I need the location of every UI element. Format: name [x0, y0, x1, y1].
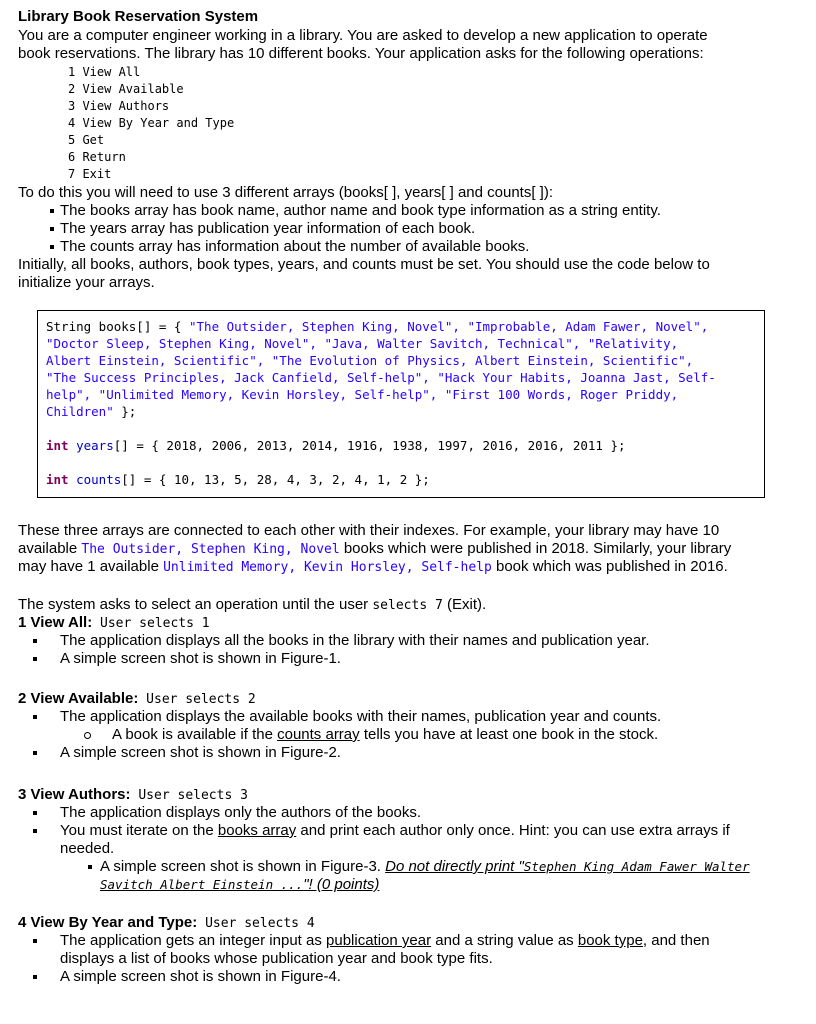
s3-sub-bullet-line-1 [100, 858, 750, 876]
array-bullet-counts: The counts array has information about the number of available books. [60, 238, 530, 255]
code-books-line-4: "The Success Principles, Jack Canfield, Self-help", "Hack Your Habits, Joanna Jast, Self- [46, 370, 716, 385]
bullet-square [33, 639, 37, 643]
page-title: Library Book Reservation System [18, 8, 259, 25]
intro-line-1: You are a computer engineer working in a library. You are asked to develop a new application to operate [18, 27, 708, 44]
inline-code: Savitch Albert Einstein ... [100, 877, 304, 892]
section-heading-view-authors [18, 786, 248, 805]
init-text-1: Initially, all books, authors, book types, years, and counts must be set. You should use the code below to [18, 256, 710, 273]
code-years-values: [] = { 2018, 2006, 2013, 2014, 1916, 1938, 1997, 2016, 2016, 2011 }; [113, 438, 626, 453]
underlined-text: publication year [326, 932, 432, 949]
section-heading-view-all [18, 614, 210, 633]
inline-code: selects 7 [372, 598, 443, 613]
text-span: available [18, 540, 82, 557]
bullet-square [50, 227, 54, 231]
code-years-line [46, 437, 626, 454]
bullet-square [33, 657, 37, 661]
underlined-text: book type [577, 932, 643, 949]
menu-item-exit: 7 Exit [68, 167, 112, 181]
code-string: "The Outsider, Stephen King, Novel", "Improbable, Adam Fawer, Novel", [181, 319, 709, 334]
bullet-circle [84, 732, 91, 739]
section-heading-view-by-year-type [18, 914, 315, 933]
bullet-square [33, 939, 37, 943]
text-span: books which were published in 2018. Similarly, your library [339, 540, 732, 557]
bullet-square [33, 829, 37, 833]
bullet-square [50, 209, 54, 213]
menu-item-view-all: 1 View All [68, 65, 141, 79]
code-counts-values: [] = { 10, 13, 5, 28, 4, 3, 2, 4, 1, 2 }; [121, 472, 430, 487]
menu-item-view-by-year-type: 4 View By Year and Type [68, 116, 235, 130]
s3-bullet-2-cont: needed. [60, 840, 115, 857]
s4-bullet-1-cont: displays a list of books whose publication year and book type fits. [60, 950, 493, 967]
code-books-end: }; [113, 404, 137, 419]
inline-code: The Outsider, Stephen King, Novel [81, 542, 340, 557]
inline-code: Stephen King Adam Fawer Walter [523, 859, 750, 874]
text-span: , and then [642, 932, 710, 949]
menu-item-view-authors: 3 View Authors [68, 99, 170, 113]
s2-sub-bullet [112, 726, 658, 744]
system-asks [18, 596, 486, 615]
bullet-square [33, 715, 37, 719]
bullet-square [33, 975, 37, 979]
s2-bullet-2: A simple screen shot is shown in Figure-2. [60, 744, 341, 761]
code-books-line-1 [46, 318, 708, 335]
underlined-text: counts array [277, 726, 360, 743]
text-span: A book is available if the [112, 726, 278, 743]
text-span: The application gets an integer input as [60, 932, 327, 949]
underlined-text: Do not directly print " [385, 858, 524, 875]
code-books-line-5: help", "Unlimited Memory, Kevin Horsley, Self-help", "First 100 Words, Roger Priddy, [46, 387, 679, 402]
heading-label: 1 View All: [18, 614, 93, 631]
text-span: may have 1 available [18, 558, 164, 575]
text-span: and a string value as [431, 932, 578, 949]
s4-bullet-1 [60, 932, 710, 950]
code-variable: years [76, 438, 114, 453]
inline-code: User selects 4 [197, 916, 315, 931]
connected-line-1: These three arrays are connected to each other with their indexes. For example, your library may have 10 [18, 522, 720, 539]
code-books-line-3: Albert Einstein, Scientific", "The Evolution of Physics, Albert Einstein, Scientific", [46, 353, 694, 368]
text-span: A simple screen shot is shown in Figure-3. [100, 858, 386, 875]
s1-bullet-1: The application displays all the books in the library with their names and publication year. [60, 632, 650, 649]
s3-bullet-1: The application displays only the authors of the books. [60, 804, 422, 821]
heading-label: 3 View Authors: [18, 786, 131, 803]
inline-code: User selects 2 [138, 692, 256, 707]
connected-line-3 [18, 558, 728, 577]
underlined-text: books array [217, 822, 297, 839]
text-span: book which was published in 2016. [491, 558, 728, 575]
text-span: You must iterate on the [60, 822, 218, 839]
heading-label: 4 View By Year and Type: [18, 914, 198, 931]
menu-item-return: 6 Return [68, 150, 126, 164]
code-keyword: int [46, 472, 69, 487]
code-variable: counts [76, 472, 122, 487]
s2-bullet-1: The application displays the available books with their names, publication year and counts. [60, 708, 662, 725]
s1-bullet-2: A simple screen shot is shown in Figure-1. [60, 650, 341, 667]
s3-sub-bullet-line-2 [100, 876, 379, 894]
connected-line-2 [18, 540, 731, 559]
code-keyword: int [46, 438, 69, 453]
array-bullet-years: The years array has publication year information of each book. [60, 220, 476, 237]
text-span: tells you have at least one book in the stock. [359, 726, 659, 743]
code-books-line-6 [46, 403, 136, 420]
s3-bullet-2 [60, 822, 730, 840]
code-counts-line [46, 471, 430, 488]
text-span: (Exit). [442, 596, 487, 613]
menu-item-view-available: 2 View Available [68, 82, 184, 96]
inline-code: Unlimited Memory, Kevin Horsley, Self-help [163, 560, 492, 575]
inline-code: User selects 1 [92, 616, 210, 631]
bullet-square [50, 245, 54, 249]
bullet-square [33, 811, 37, 815]
menu-item-get: 5 Get [68, 133, 105, 147]
intro-line-2: book reservations. The library has 10 different books. Your application asks for the following operations: [18, 45, 704, 62]
text-span: and print each author only once. Hint: you can use extra arrays if [296, 822, 730, 839]
inline-code: User selects 3 [130, 788, 248, 803]
code-books-decl: String books[] = { [46, 319, 182, 334]
array-bullet-books: The books array has book name, author name and book type information as a string entity. [60, 202, 661, 219]
underlined-text: "! (0 points) [303, 876, 380, 893]
init-text-2: initialize your arrays. [18, 274, 155, 291]
code-string: Children" [46, 404, 114, 419]
code-books-line-2: "Doctor Sleep, Stephen King, Novel", "Java, Walter Savitch, Technical", "Relativity, [46, 336, 679, 351]
heading-label: 2 View Available: [18, 690, 139, 707]
section-heading-view-available [18, 690, 256, 709]
s4-bullet-2: A simple screen shot is shown in Figure-4. [60, 968, 341, 985]
bullet-square [33, 751, 37, 755]
bullet-square [88, 865, 92, 869]
arrays-intro: To do this you will need to use 3 different arrays (books[ ], years[ ] and counts[ ]): [18, 184, 553, 201]
code-block [37, 310, 765, 498]
text-span: The system asks to select an operation until the user [18, 596, 373, 613]
